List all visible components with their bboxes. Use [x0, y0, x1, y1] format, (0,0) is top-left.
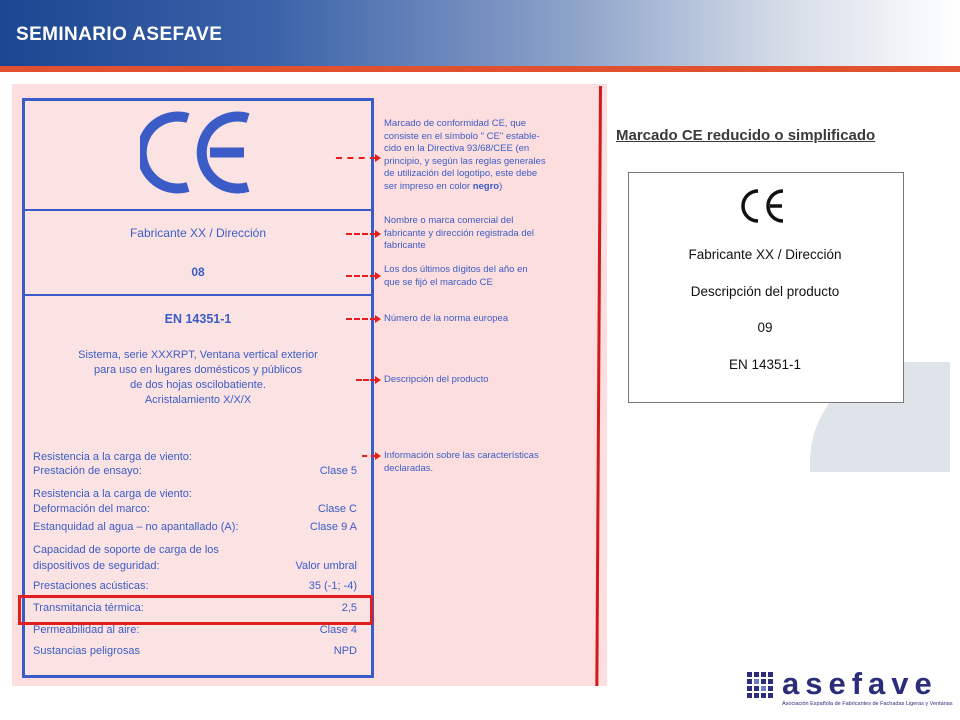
char-name: Deformación del marco: [33, 503, 150, 515]
annotation-line: Información sobre las características [384, 450, 539, 461]
label-separator [22, 209, 374, 211]
label-year: 08 [191, 265, 205, 279]
annotation-line: declaradas. [384, 462, 434, 474]
arrow-icon [375, 452, 381, 460]
char-name: Permeabilidad al aire: [33, 624, 140, 636]
annotation-ce-mark [384, 118, 546, 193]
annotation-standard [384, 313, 508, 326]
callout-line [356, 379, 376, 381]
annotation-line: Nombre o marca comercial del [384, 215, 514, 226]
simplified-standard: EN 14351-1 [728, 357, 802, 372]
simplified-manufacturer: Fabricante XX / Dirección [688, 247, 842, 262]
annotation-line [384, 181, 546, 194]
slide-title: SEMINARIO ASEFAVE [16, 24, 223, 45]
char-value: Clase 4 [319, 624, 357, 636]
annotation-line: fabricante [384, 240, 426, 251]
simplified-title: Marcado CE reducido o simplificado [616, 127, 876, 144]
arrow-icon [375, 315, 381, 323]
asefave-logo-icon [746, 670, 776, 704]
char-name: Resistencia a la carga de viento: [33, 488, 192, 500]
annotation-line: que se fijó el marcado CE [384, 276, 493, 288]
annotation-text: ) [499, 180, 503, 192]
simplified-year: 09 [757, 320, 773, 335]
annotation-line: Número de la norma europea [384, 313, 509, 324]
char-value: NPD [333, 645, 357, 657]
arrow-icon [375, 230, 381, 238]
description-line: para uso en lugares domésticos y públicos [94, 364, 302, 376]
description-line: de dos hojas oscilobatiente. [130, 379, 266, 391]
annotation-year [384, 264, 528, 289]
annotation-text: ser impreso en color [384, 180, 473, 192]
annotation-description [384, 374, 489, 387]
callout-line [362, 455, 376, 457]
char-value: Valor umbral [295, 560, 357, 572]
annotation-bold: negro [472, 180, 500, 192]
label-separator [22, 294, 374, 296]
callout-line [346, 233, 376, 235]
char-value: 35 (-1; -4) [308, 580, 357, 592]
annotation-line: consiste en el símbolo " CE" estable- [384, 130, 540, 142]
annotation-line: principio, y según las reglas generales [384, 155, 546, 167]
char-name: dispositivos de seguridad: [33, 560, 160, 572]
arrow-icon [375, 376, 381, 384]
annotation-line: cido en la Directiva 93/68/CEE (en [384, 143, 530, 154]
description-line: Acristalamiento X/X/X [144, 394, 252, 406]
char-value: Clase 5 [319, 465, 357, 477]
ce-mark-icon [140, 110, 260, 195]
thermal-transmittance-highlight [18, 595, 373, 625]
char-value: 2,5 [341, 602, 357, 614]
ce-mark-icon [739, 188, 787, 224]
description-line: Sistema, serie XXXRPT, Ventana vertical exterior [78, 349, 318, 361]
callout-line [336, 157, 376, 159]
char-name: Prestaciones acústicas: [33, 580, 149, 592]
label-manufacturer: Fabricante XX / Dirección [129, 226, 267, 240]
annotation-characteristics [384, 450, 539, 475]
char-name: Estanquidad al agua – no apantallado (A): [33, 521, 239, 533]
asefave-logo-subtitle: Asociación Española de Fabricantes de Fachadas Ligeras y Ventanas [782, 701, 953, 707]
callout-line [346, 318, 376, 320]
char-name: Transmitancia térmica: [33, 602, 144, 614]
annotation-line: Descripción del producto [384, 374, 489, 385]
simplified-description: Descripción del producto [690, 284, 840, 299]
char-name: Sustancias peligrosas [33, 645, 141, 657]
char-value: Clase 9 A [309, 521, 357, 533]
char-name: Capacidad de soporte de carga de los [33, 544, 219, 556]
annotation-manufacturer [384, 215, 534, 253]
char-name: Resistencia a la carga de viento: [33, 451, 192, 463]
annotation-line: de utilización del logotipo, este debe [384, 168, 538, 179]
annotation-line: Marcado de conformidad CE, que [384, 118, 527, 129]
annotation-line: Los dos últimos dígitos del año en [384, 264, 528, 275]
arrow-icon [375, 272, 381, 280]
label-description [22, 348, 374, 408]
label-standard: EN 14351-1 [164, 312, 232, 326]
arrow-icon [375, 154, 381, 162]
char-name: Prestación de ensayo: [33, 465, 142, 477]
callout-line [346, 275, 376, 277]
char-value: Clase C [317, 503, 357, 515]
asefave-logo-text: asefave [782, 666, 938, 701]
annotation-line: fabricante y dirección registrada del [384, 227, 534, 239]
header-rule [0, 66, 960, 72]
